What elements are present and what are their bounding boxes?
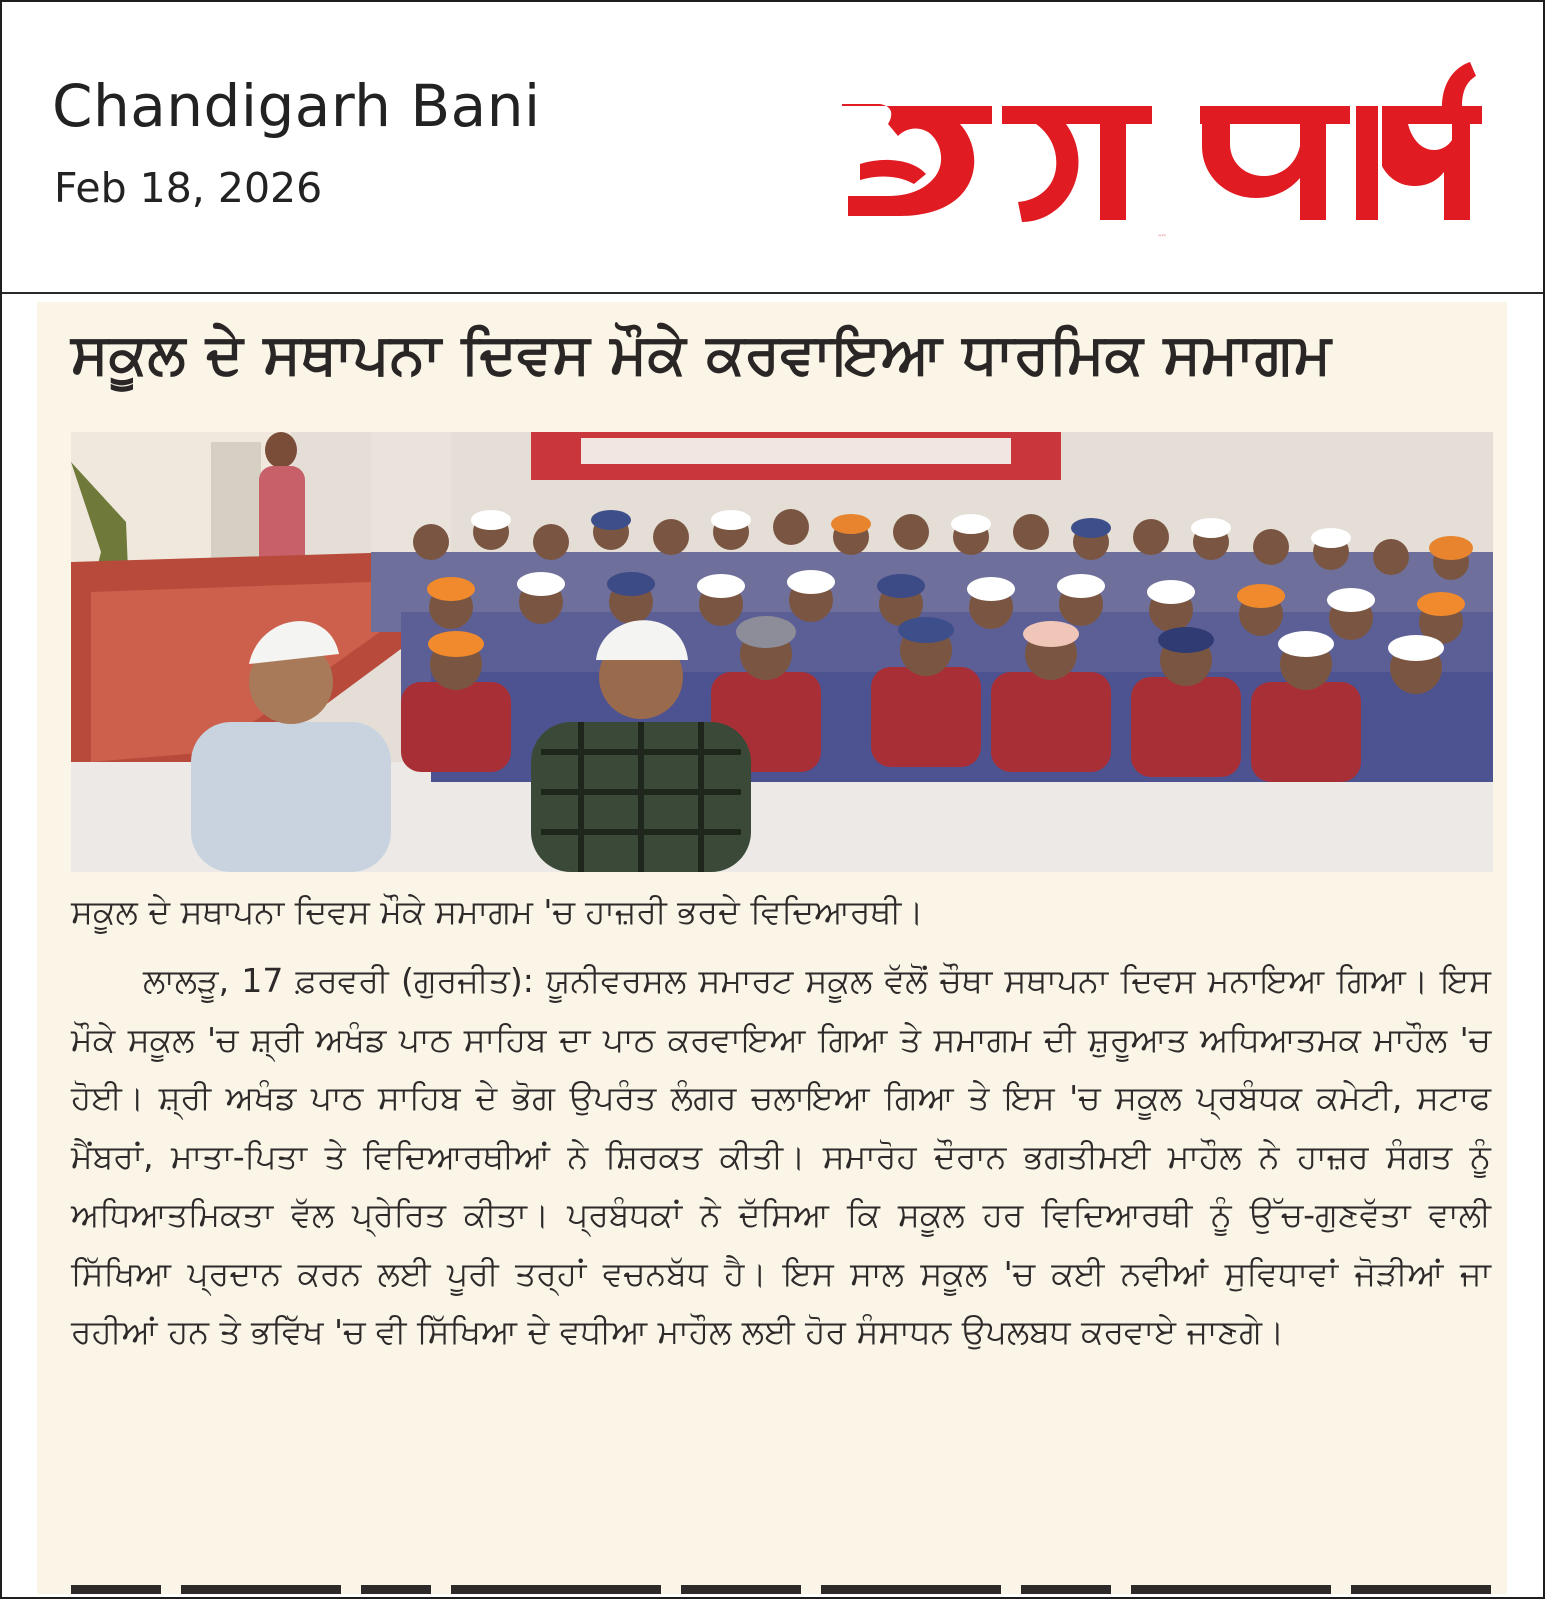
- article-photo: [71, 432, 1493, 872]
- article-body: ਲਾਲੜੂ, 17 ਫ਼ਰਵਰੀ (ਗੁਰਜੀਤ): ਯੂਨੀਵਰਸਲ ਸਮਾਰਟ ਸਕੂਲ ਵੱਲੋਂ ਚੌਥਾ ਸਥਾਪਨਾ ਦਿਵਸ ਮਨਾਇਆ ਗਿਆ। ਇਸ ਮੌਕੇ ਸਕੂਲ 'ਚ ਸ਼੍ਰੀ ਅਖੰਡ ਪਾਠ ਸਾਹਿਬ ਦਾ ਪਾਠ ਕਰਵਾਇਆ ਗਿਆ ਤੇ ਸਮਾਗਮ ਦੀ ਸ਼ੁਰੂਆਤ ਅਧਿਆਤਮਕ ਮਾਹੌਲ 'ਚ ਹੋਈ। ਸ਼੍ਰੀ ਅਖੰਡ ਪਾਠ ਸਾਹਿਬ ਦੇ ਭੋਗ ਉਪਰੰਤ ਲੰਗਰ ਚਲਾਇਆ ਗਿਆ ਤੇ ਇਸ 'ਚ ਸਕੂਲ ਪ੍ਰਬੰਧਕ ਕਮੇਟੀ, ਸਟਾਫ ਮੈਂਬਰਾਂ, ਮਾਤਾ-ਪਿਤਾ ਤੇ ਵਿਦਿਆਰਥੀਆਂ ਨੇ ਸ਼ਿਰਕਤ ਕੀਤੀ। ਸਮਾਰੋਹ ਦੌਰਾਨ ਭਗਤੀਮਈ ਮਾਹੌਲ ਨੇ ਹਾਜ਼ਰ ਸੰਗਤ ਨੂੰ ਅਧਿਆਤਮਿਕਤਾ ਵੱਲ ਪ੍ਰੇਰਿਤ ਕੀਤਾ। ਪ੍ਰਬੰਧਕਾਂ ਨੇ ਦੱਸਿਆ ਕਿ ਸਕੂਲ ਹਰ ਵਿਦਿਆਰਥੀ ਨੂੰ ਉੱਚ-ਗੁਣਵੱਤਾ ਵਾਲੀ ਸਿੱਖਿਆ ਪ੍ਰਦਾਨ ਕਰਨ ਲਈ ਪੂਰੀ ਤਰ੍ਹਾਂ ਵਚਨਬੱਧ ਹੈ। ਇਸ ਸਾਲ ਸਕੂਲ 'ਚ ਕਈ ਨਵੀਆਂ ਸੁਵਿਧਾਵਾਂ ਜੋੜੀਆਂ ਜਾ ਰਹੀਆਂ ਹਨ ਤੇ ਭਵਿੱਖ 'ਚ ਵੀ ਸਿੱਖਿਆ ਦੇ ਵਧੀਆ ਮਾਹੌਲ ਲਈ ਹੋਰ ਸੰਸਾਧਨ ਉਪਲਬਧ ਕਰਵਾਏ ਜਾਣਗੇ।: [71, 961, 1491, 1351]
- jag-bani-logo: [842, 60, 1482, 240]
- masthead-wordmark: [842, 62, 1482, 222]
- publication-date: Feb 18, 2026: [54, 164, 323, 212]
- masthead-text: ਜਗ ਬਾਣੀ: [1158, 235, 1166, 237]
- event-photo-illustration: [71, 432, 1493, 872]
- source-name: Chandigarh Bani: [52, 72, 541, 140]
- cut-off-text-line: [71, 1577, 1491, 1594]
- newspaper-clipping: [37, 302, 1507, 1594]
- article-headline: ਸਕੂਲ ਦੇ ਸਥਾਪਨਾ ਦਿਵਸ ਮੌਕੇ ਕਰਵਾਇਆ ਧਾਰਮਿਕ ਸਮਾਗਮ: [71, 322, 1332, 387]
- clipping-header: [2, 2, 1543, 294]
- photo-caption: ਸਕੂਲ ਦੇ ਸਥਾਪਨਾ ਦਿਵਸ ਮੌਕੇ ਸਮਾਗਮ 'ਚ ਹਾਜ਼ਰੀ ਭਰਦੇ ਵਿਦਿਆਰਥੀ।: [71, 892, 924, 931]
